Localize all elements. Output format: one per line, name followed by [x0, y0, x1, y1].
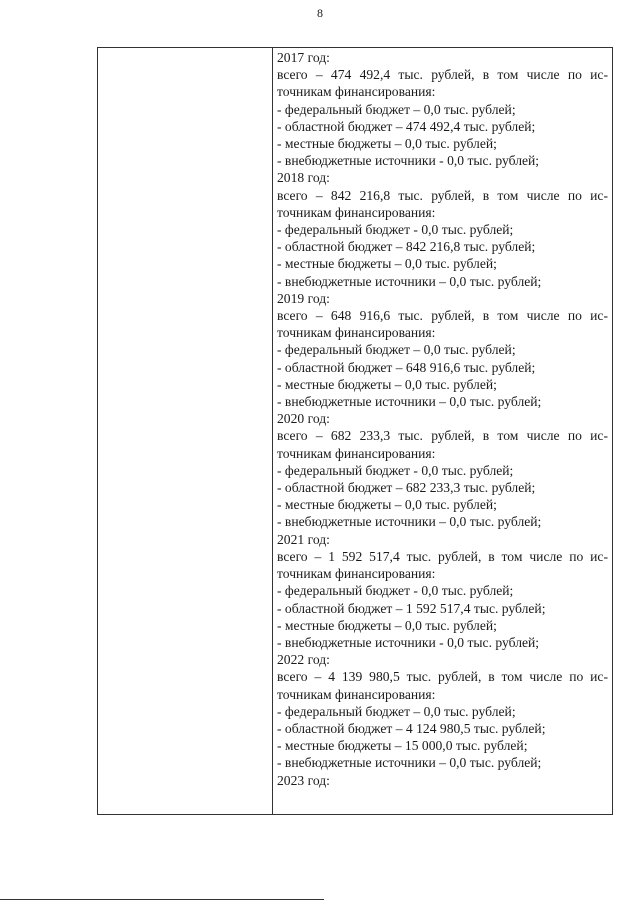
- text-line: точникам финансирования:: [277, 84, 436, 100]
- text-line: - областной бюджет – 842 216,8 тыс. рублей;: [277, 239, 536, 255]
- financing-table: [97, 47, 613, 815]
- text-line: всего – 682 233,3 тыс. рублей, в том числе по ис-: [277, 428, 608, 444]
- table-left-cell: [98, 48, 273, 814]
- text-line: - внебюджетные источники - 0,0 тыс. рублей;: [277, 634, 540, 650]
- financing-text-cell: [273, 48, 612, 814]
- text-line: всего – 4 139 980,5 тыс. рублей, в том числе по ис-: [277, 669, 608, 685]
- text-line: 2018 год:: [277, 170, 330, 186]
- text-line: - областной бюджет – 682 233,3 тыс. рублей;: [277, 480, 536, 496]
- text-line: - внебюджетные источники – 0,0 тыс. рублей;: [277, 755, 542, 771]
- text-line: - внебюджетные источники – 0,0 тыс. рублей;: [277, 514, 542, 530]
- text-line: - внебюджетные источники – 0,0 тыс. рублей;: [277, 273, 542, 289]
- text-line: - областной бюджет – 648 916,6 тыс. рублей;: [277, 359, 536, 375]
- text-line: - областной бюджет – 474 492,4 тыс. рублей;: [277, 118, 536, 134]
- text-line: 2021 год:: [277, 531, 330, 547]
- text-line: 2022 год:: [277, 652, 330, 668]
- text-line: - федеральный бюджет - 0,0 тыс. рублей;: [277, 462, 514, 478]
- text-line: 2019 год:: [277, 290, 330, 306]
- text-line: - федеральный бюджет – 0,0 тыс. рублей;: [277, 101, 516, 117]
- text-line: точникам финансирования:: [277, 686, 436, 702]
- text-line: - внебюджетные источники – 0,0 тыс. рублей;: [277, 394, 542, 410]
- text-line: всего – 648 916,6 тыс. рублей, в том числе по ис-: [277, 308, 608, 324]
- text-line: - местные бюджеты – 0,0 тыс. рублей;: [277, 617, 497, 633]
- text-line: - областной бюджет – 4 124 980,5 тыс. рублей;: [277, 720, 546, 736]
- text-line: - местные бюджеты – 0,0 тыс. рублей;: [277, 136, 497, 152]
- footer-rule: [0, 899, 324, 900]
- text-line: - внебюджетные источники - 0,0 тыс. рублей;: [277, 153, 540, 169]
- text-line: 2023 год:: [277, 772, 330, 788]
- text-line: всего – 1 592 517,4 тыс. рублей, в том числе по ис-: [277, 548, 608, 564]
- text-line: - федеральный бюджет – 0,0 тыс. рублей;: [277, 342, 516, 358]
- text-line: - федеральный бюджет – 0,0 тыс. рублей;: [277, 703, 516, 719]
- text-line: всего – 842 216,8 тыс. рублей, в том числе по ис-: [277, 187, 608, 203]
- text-line: 2020 год:: [277, 411, 330, 427]
- text-line: - местные бюджеты – 0,0 тыс. рублей;: [277, 256, 497, 272]
- text-line: 2017 год:: [277, 50, 330, 65]
- text-line: всего – 474 492,4 тыс. рублей, в том числе по ис-: [277, 67, 608, 83]
- text-line: - местные бюджеты – 0,0 тыс. рублей;: [277, 376, 497, 392]
- text-line: - областной бюджет – 1 592 517,4 тыс. рублей;: [277, 600, 546, 616]
- text-line: - федеральный бюджет - 0,0 тыс. рублей;: [277, 222, 514, 238]
- text-line: - местные бюджеты – 0,0 тыс. рублей;: [277, 497, 497, 513]
- text-line: - федеральный бюджет - 0,0 тыс. рублей;: [277, 583, 514, 599]
- text-line: точникам финансирования:: [277, 445, 436, 461]
- text-line: точникам финансирования:: [277, 325, 436, 341]
- text-line: точникам финансирования:: [277, 566, 436, 582]
- text-line: точникам финансирования:: [277, 204, 436, 220]
- text-line: - местные бюджеты – 15 000,0 тыс. рублей;: [277, 738, 528, 754]
- page-number: 8: [317, 6, 323, 20]
